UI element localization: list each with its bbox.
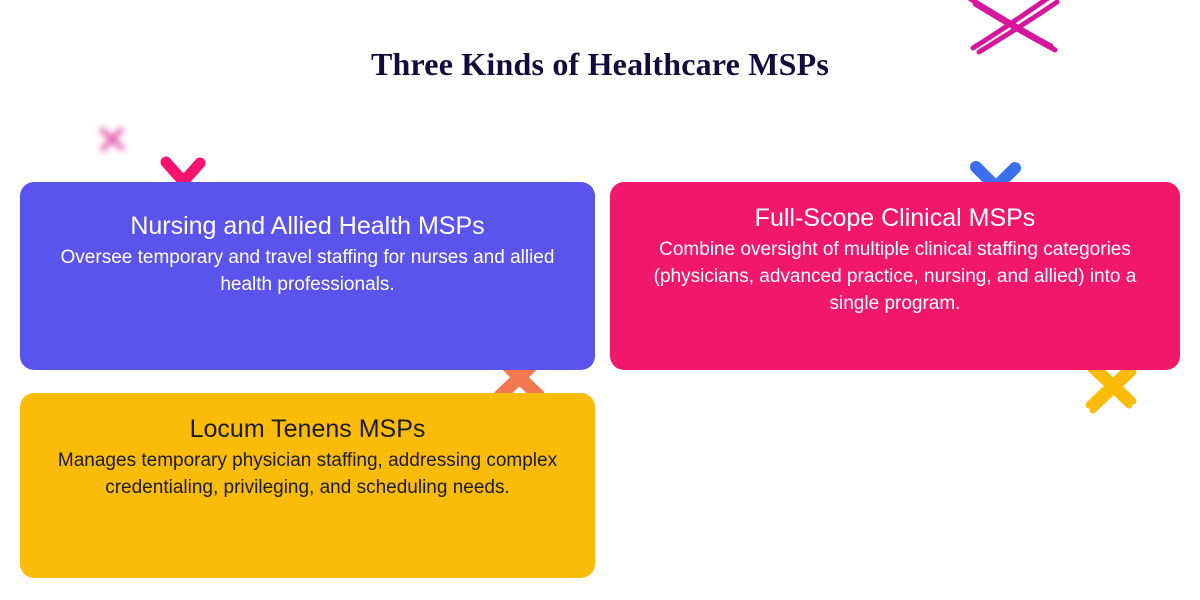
card-title: Full-Scope Clinical MSPs (754, 204, 1036, 232)
card-locum-tenens (20, 393, 595, 578)
page-title: Three Kinds of Healthcare MSPs (370, 46, 830, 82)
card-description: Combine oversight of multiple clinical staffing categories (physicians, advanced practice, nursing, and allied) into a single program. (653, 239, 1137, 314)
card-description: Oversee temporary and travel staffing for nurses and allied health professionals. (60, 247, 555, 295)
card-title: Locum Tenens MSPs (189, 415, 426, 443)
pink-blur-dot-icon (90, 122, 134, 158)
card-description: Manages temporary physician staffing, addressing complex credentialing, privileging, and scheduling needs. (57, 450, 558, 498)
card-title: Nursing and Allied Health MSPs (130, 212, 485, 240)
card-nursing-and-allied-health (20, 182, 595, 370)
card-full-scope-clinical (610, 182, 1180, 370)
